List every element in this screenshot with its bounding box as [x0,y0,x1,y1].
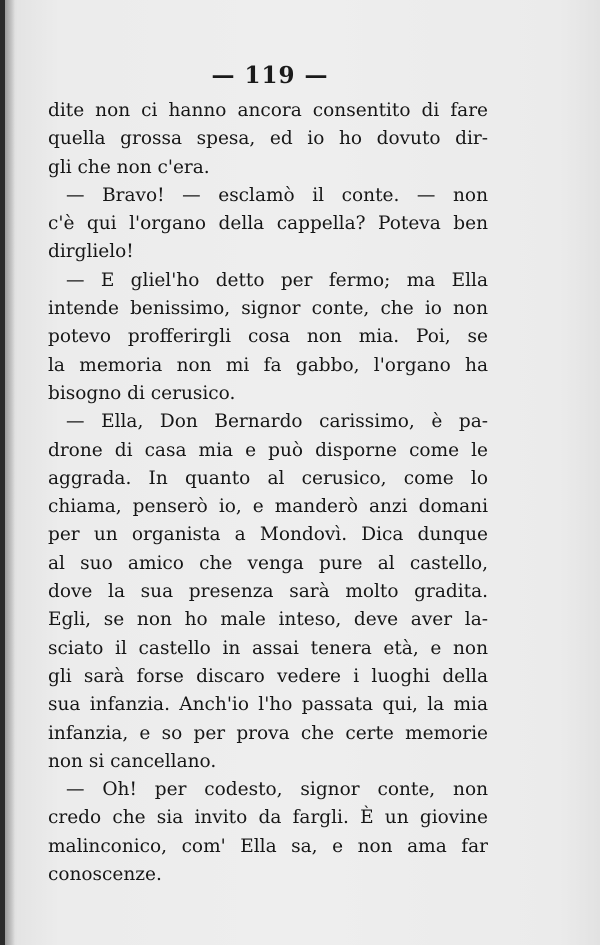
text-line: intende benissimo, signor conte, che io non [48,298,488,320]
page-number: — 119 — [211,62,329,89]
text-line: — Ella, Don Bernardo carissimo, è pa- [66,411,488,433]
text-line: dove la sua presenza sarà molto gradita. [48,581,488,603]
text-line: conoscenze. [48,864,162,886]
text-line: — Bravo! — esclamò il conte. — non [66,184,488,206]
text-line: — Oh! per codesto, signor conte, non [66,779,488,801]
text-line: aggrada. In quanto al cerusico, come lo [48,467,488,489]
text-line: gli sarà forse discaro vedere i luoghi della [48,665,488,687]
text-line: quella grossa spesa, ed io ho dovuto dir- [48,128,488,150]
text-line: drone di casa mia e può disporne come le [48,439,488,461]
text-line: c'è qui l'organo della cappella? Poteva ben [48,213,488,235]
text-line: malinconico, com' Ella sa, e non ama far [48,835,488,857]
text-line: — E gliel'ho detto per fermo; ma Ella [66,269,488,291]
text-line: dite non ci hanno ancora consentito di fare [48,100,488,121]
text-line: Egli, se non ho male inteso, deve aver la- [48,609,488,631]
text-line: potevo profferirgli cosa non mia. Poi, se [48,326,488,348]
text-line: sciato il castello in assai tenera età, e non [48,637,488,659]
text-line: infanzia, e so per prova che certe memorie [48,722,488,744]
text-line: sua infanzia. Anch'io l'ho passata qui, la mia [48,694,488,716]
text-line: la memoria non mi fa gabbo, l'organo ha [48,354,488,376]
text-line: per un organista a Mondovì. Dica dunque [48,524,488,546]
text-line: gli che non c'era. [48,156,210,178]
text-line: credo che sia invito da fargli. È un giovine [48,807,488,829]
text-line: al suo amico che venga pure al castello, [48,552,488,574]
page-gutter-shadow [5,0,15,945]
text-line: chiama, penserò io, e manderò anzi domani [48,496,488,518]
text-line: bisogno di cerusico. [48,382,236,404]
text-line: dirglielo! [48,241,134,263]
text-line: non si cancellano. [48,750,217,772]
body-text [48,97,488,889]
